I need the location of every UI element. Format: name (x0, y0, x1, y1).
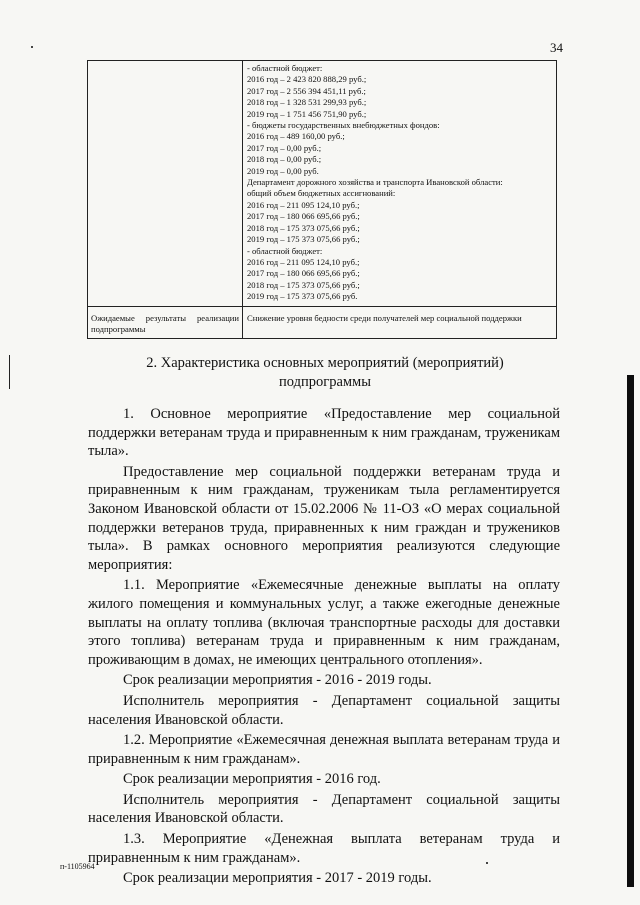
section-heading-line: подпрограммы (279, 374, 371, 390)
paragraph: 1. Основное мероприятие «Предоставление мер социальной поддержки ветеранам труда и приравненным к ним гражданам, труженикам тыла». (88, 406, 560, 460)
scan-artifact-right-bar (627, 375, 634, 887)
budget-line: 2017 год – 180 066 695,66 руб.; (247, 268, 360, 279)
funding-value-cell (243, 61, 557, 307)
funding-label-cell (88, 61, 243, 307)
paragraph: Срок реализации мероприятия - 2017 - 2019 годы. (123, 870, 432, 887)
section-body (88, 405, 560, 888)
budget-line: 2017 год – 0,00 руб.; (247, 142, 322, 153)
scan-speck (31, 46, 33, 48)
paragraph: 1.1. Мероприятие «Ежемесячные денежные выплаты на оплату жилого помещения и коммунальных услуг, а также ежегодные денежные выплаты на оплату топлива (включая транспортные расходы для доставки этого топлива) ветеранам труда и приравненным к ним гражданам, проживающим в домах, не имеющих центрального отопления». (88, 577, 560, 668)
budget-line: 2019 год – 0,00 руб. (247, 165, 319, 176)
budget-line: Департамент дорожного хозяйства и транспорта Ивановской области: (247, 177, 503, 188)
paragraph: Предоставление мер социальной поддержки ветеранам труда и приравненным к ним гражданам, труженикам тыла регламентируется Законом Ивановской области от 15.02.2006 № 11-ОЗ «О мерах социальной поддержки ветеранов труда, приравненных к ним граждан и тружеников тыла». В рамках основного мероприятия реализуются следующие мероприятия: (88, 463, 560, 573)
paragraph: Срок реализации мероприятия - 2016 год. (123, 771, 381, 788)
expected-results-value: Снижение уровня бедности среди получателей мер социальной поддержки (243, 306, 557, 338)
budget-line: 2019 год – 175 373 075,66 руб. (247, 291, 358, 302)
budget-line: 2018 год – 175 373 075,66 руб.; (247, 222, 360, 233)
scan-artifact-left (9, 355, 10, 389)
budget-line: - областной бюджет: (247, 63, 323, 73)
paragraph: Исполнитель мероприятия - Департамент социальной защиты населения Ивановской области. (88, 692, 560, 728)
budget-line: 2017 год – 2 556 394 451,11 руб.; (247, 85, 366, 96)
table-row-funding (88, 61, 557, 307)
section-heading (130, 354, 520, 392)
budget-line: 2019 год – 1 751 456 751,90 руб.; (247, 108, 367, 119)
budget-line: 2016 год – 211 095 124,10 руб.; (247, 199, 360, 210)
paragraph: Исполнитель мероприятия - Департамент социальной защиты населения Ивановской области. (88, 791, 560, 827)
budget-line: 2019 год – 175 373 075,66 руб.; (247, 234, 360, 245)
budget-line: общий объем бюджетных ассигнований: (247, 188, 396, 199)
paragraph: 1.3. Мероприятие «Денежная выплата ветеранам труда и приравненным к ним гражданам». (88, 831, 560, 866)
budget-line: 2017 год – 180 066 695,66 руб.; (247, 211, 360, 222)
paragraph: 1.2. Мероприятие «Ежемесячная денежная выплата ветеранам труда и приравненным к ним гражданам». (88, 732, 560, 767)
subprogram-passport-table (87, 60, 557, 339)
budget-line: 2016 год – 2 423 820 888,29 руб.; (247, 74, 367, 85)
budget-line: 2016 год – 211 095 124,10 руб.; (247, 256, 360, 267)
budget-line: 2016 год – 489 160,00 руб.; (247, 131, 345, 142)
section-heading-line: 2. Характеристика основных мероприятий (мероприятий) (146, 355, 504, 371)
budget-line: - бюджеты государственных внебюджетных фондов: (247, 120, 440, 131)
expected-results-label: Ожидаемые результаты реализации подпрограммы (88, 306, 243, 338)
budget-line: 2018 год – 1 328 531 299,93 руб.; (247, 97, 367, 108)
budget-line: - областной бюджет: (247, 245, 323, 256)
table-row-expected-results (88, 306, 557, 338)
page-number: 34 (550, 40, 563, 55)
document-code: п-1105964 (60, 862, 95, 871)
budget-line: 2018 год – 0,00 руб.; (247, 154, 322, 165)
budget-line: 2018 год – 175 373 075,66 руб.; (247, 279, 360, 290)
paragraph: Срок реализации мероприятия - 2016 - 2019 годы. (123, 672, 432, 689)
